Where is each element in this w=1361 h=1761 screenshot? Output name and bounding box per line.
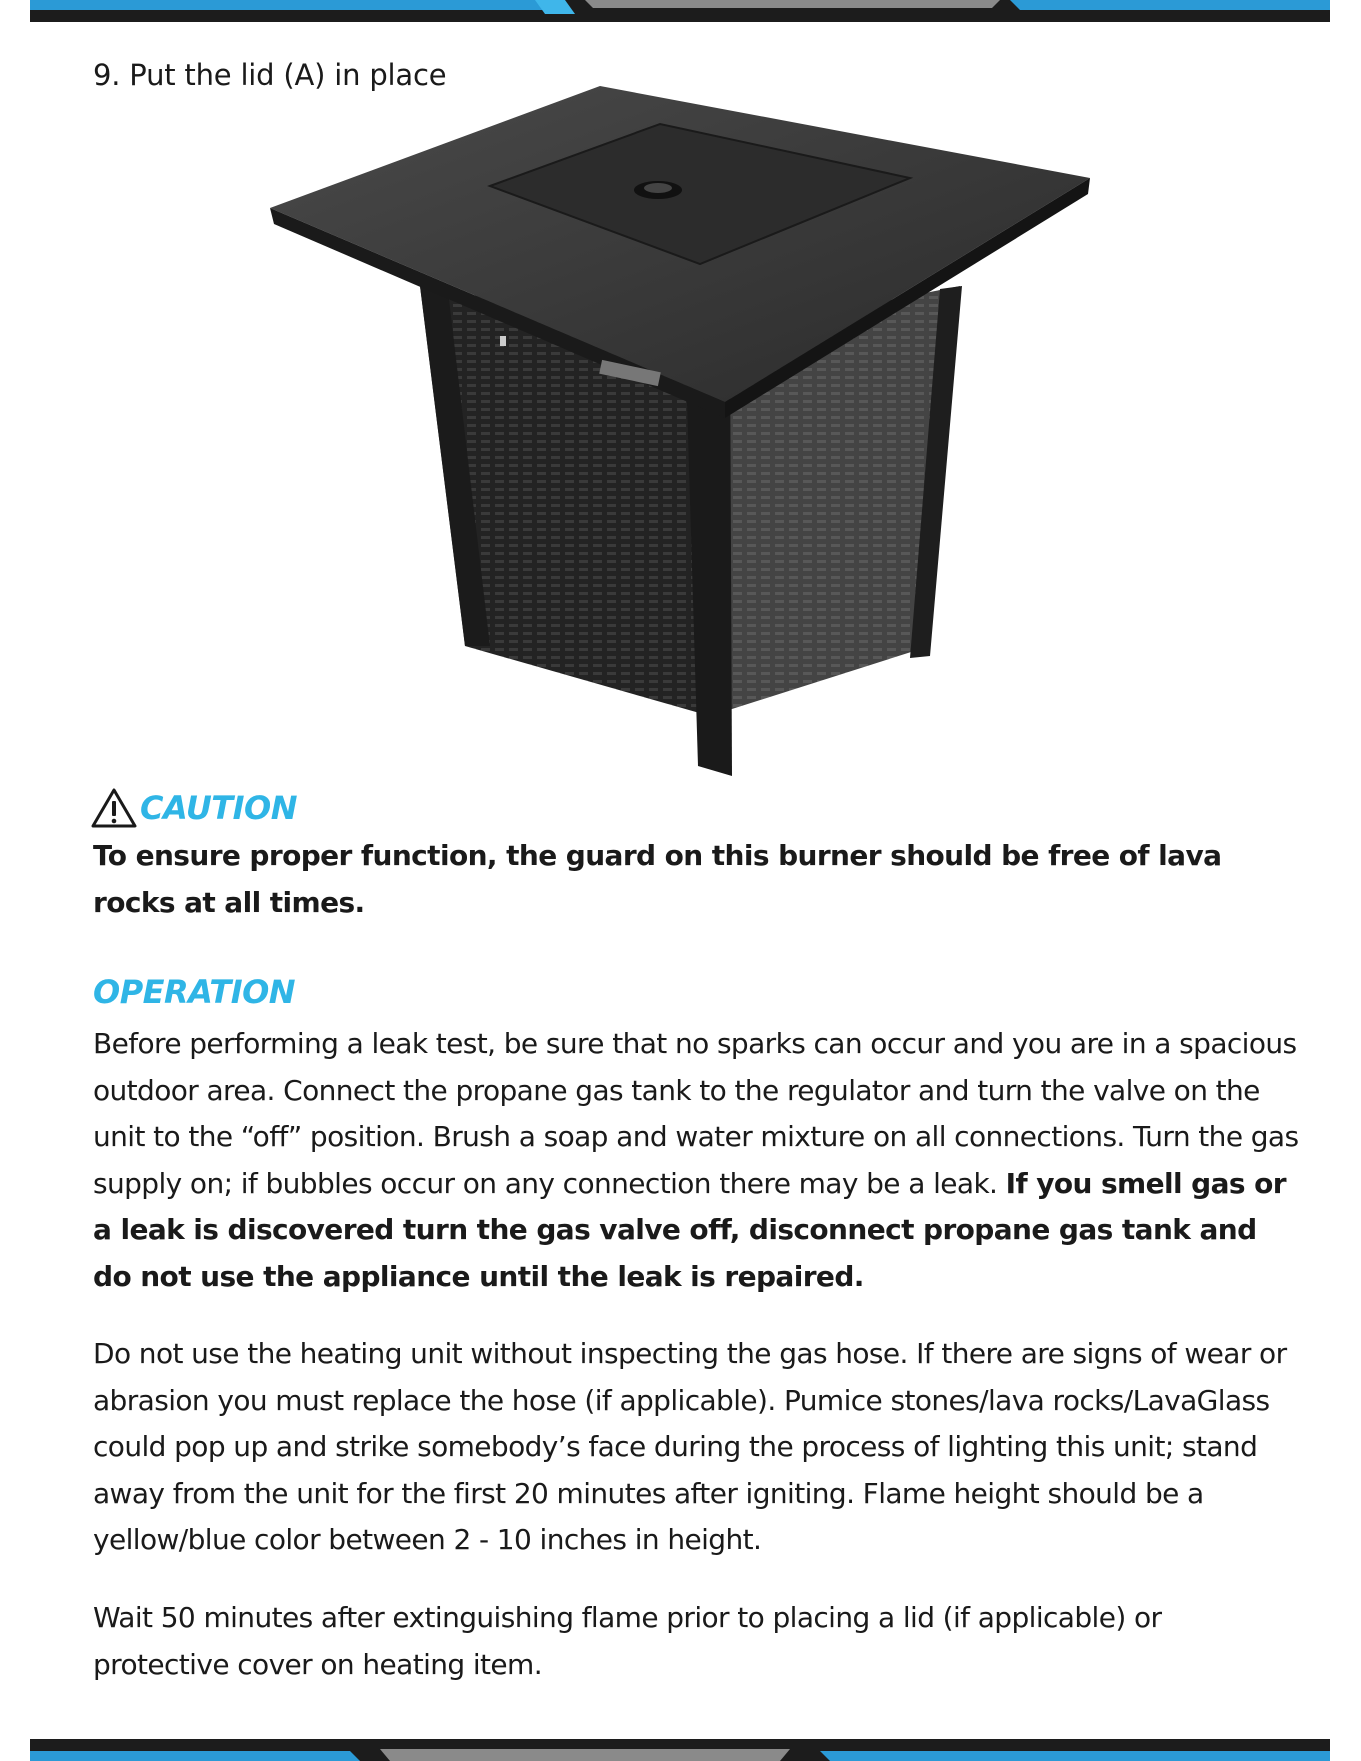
fire-pit-table-image [270, 86, 1110, 786]
operation-heading: OPERATION [93, 973, 296, 1011]
operation-paragraph-1 [93, 1021, 1303, 1300]
caution-label: CAUTION [140, 789, 298, 827]
leak-warning-text: If you smell gas or a leak is discovered turn the gas valve off, disconnect propane gas tank and do not use the appliance until the leak is repaired. [93, 1166, 1286, 1293]
caution-text: To ensure proper function, the guard on this burner should be free of lava rocks at all times. [93, 839, 1222, 919]
step-title: 9. Put the lid (A) in place [93, 58, 447, 92]
operation-paragraph-2: Do not use the heating unit without inspecting the gas hose. If there are signs of wear or abrasion you must replace the hose (if applicable). Pumice stones/lava rocks/LavaGlass could pop up and strike somebody’s face during the process of lighting this unit; stand away from the unit for the first 20 minutes after igniting. Flame height should be a yellow/blue color between 2 - 10 inches in height. [93, 1337, 1287, 1556]
header-band [30, 0, 1330, 22]
caution-heading [90, 786, 297, 830]
warning-triangle-icon [90, 787, 138, 829]
footer-band [30, 1739, 1330, 1761]
leak-test-text: Before performing a leak test, be sure that no sparks can occur and you are in a spacious outdoor area. Connect the propane gas tank to the regulator and turn the valve on the unit to the “off” position. Brush a soap and water mixture on all connections. Turn the gas supply on; if bubbles occur on any connection there may be a leak. [93, 1027, 1299, 1200]
operation-paragraph-3: Wait 50 minutes after extinguishing flame prior to placing a lid (if applicable) or protective cover on heating item. [93, 1601, 1162, 1681]
